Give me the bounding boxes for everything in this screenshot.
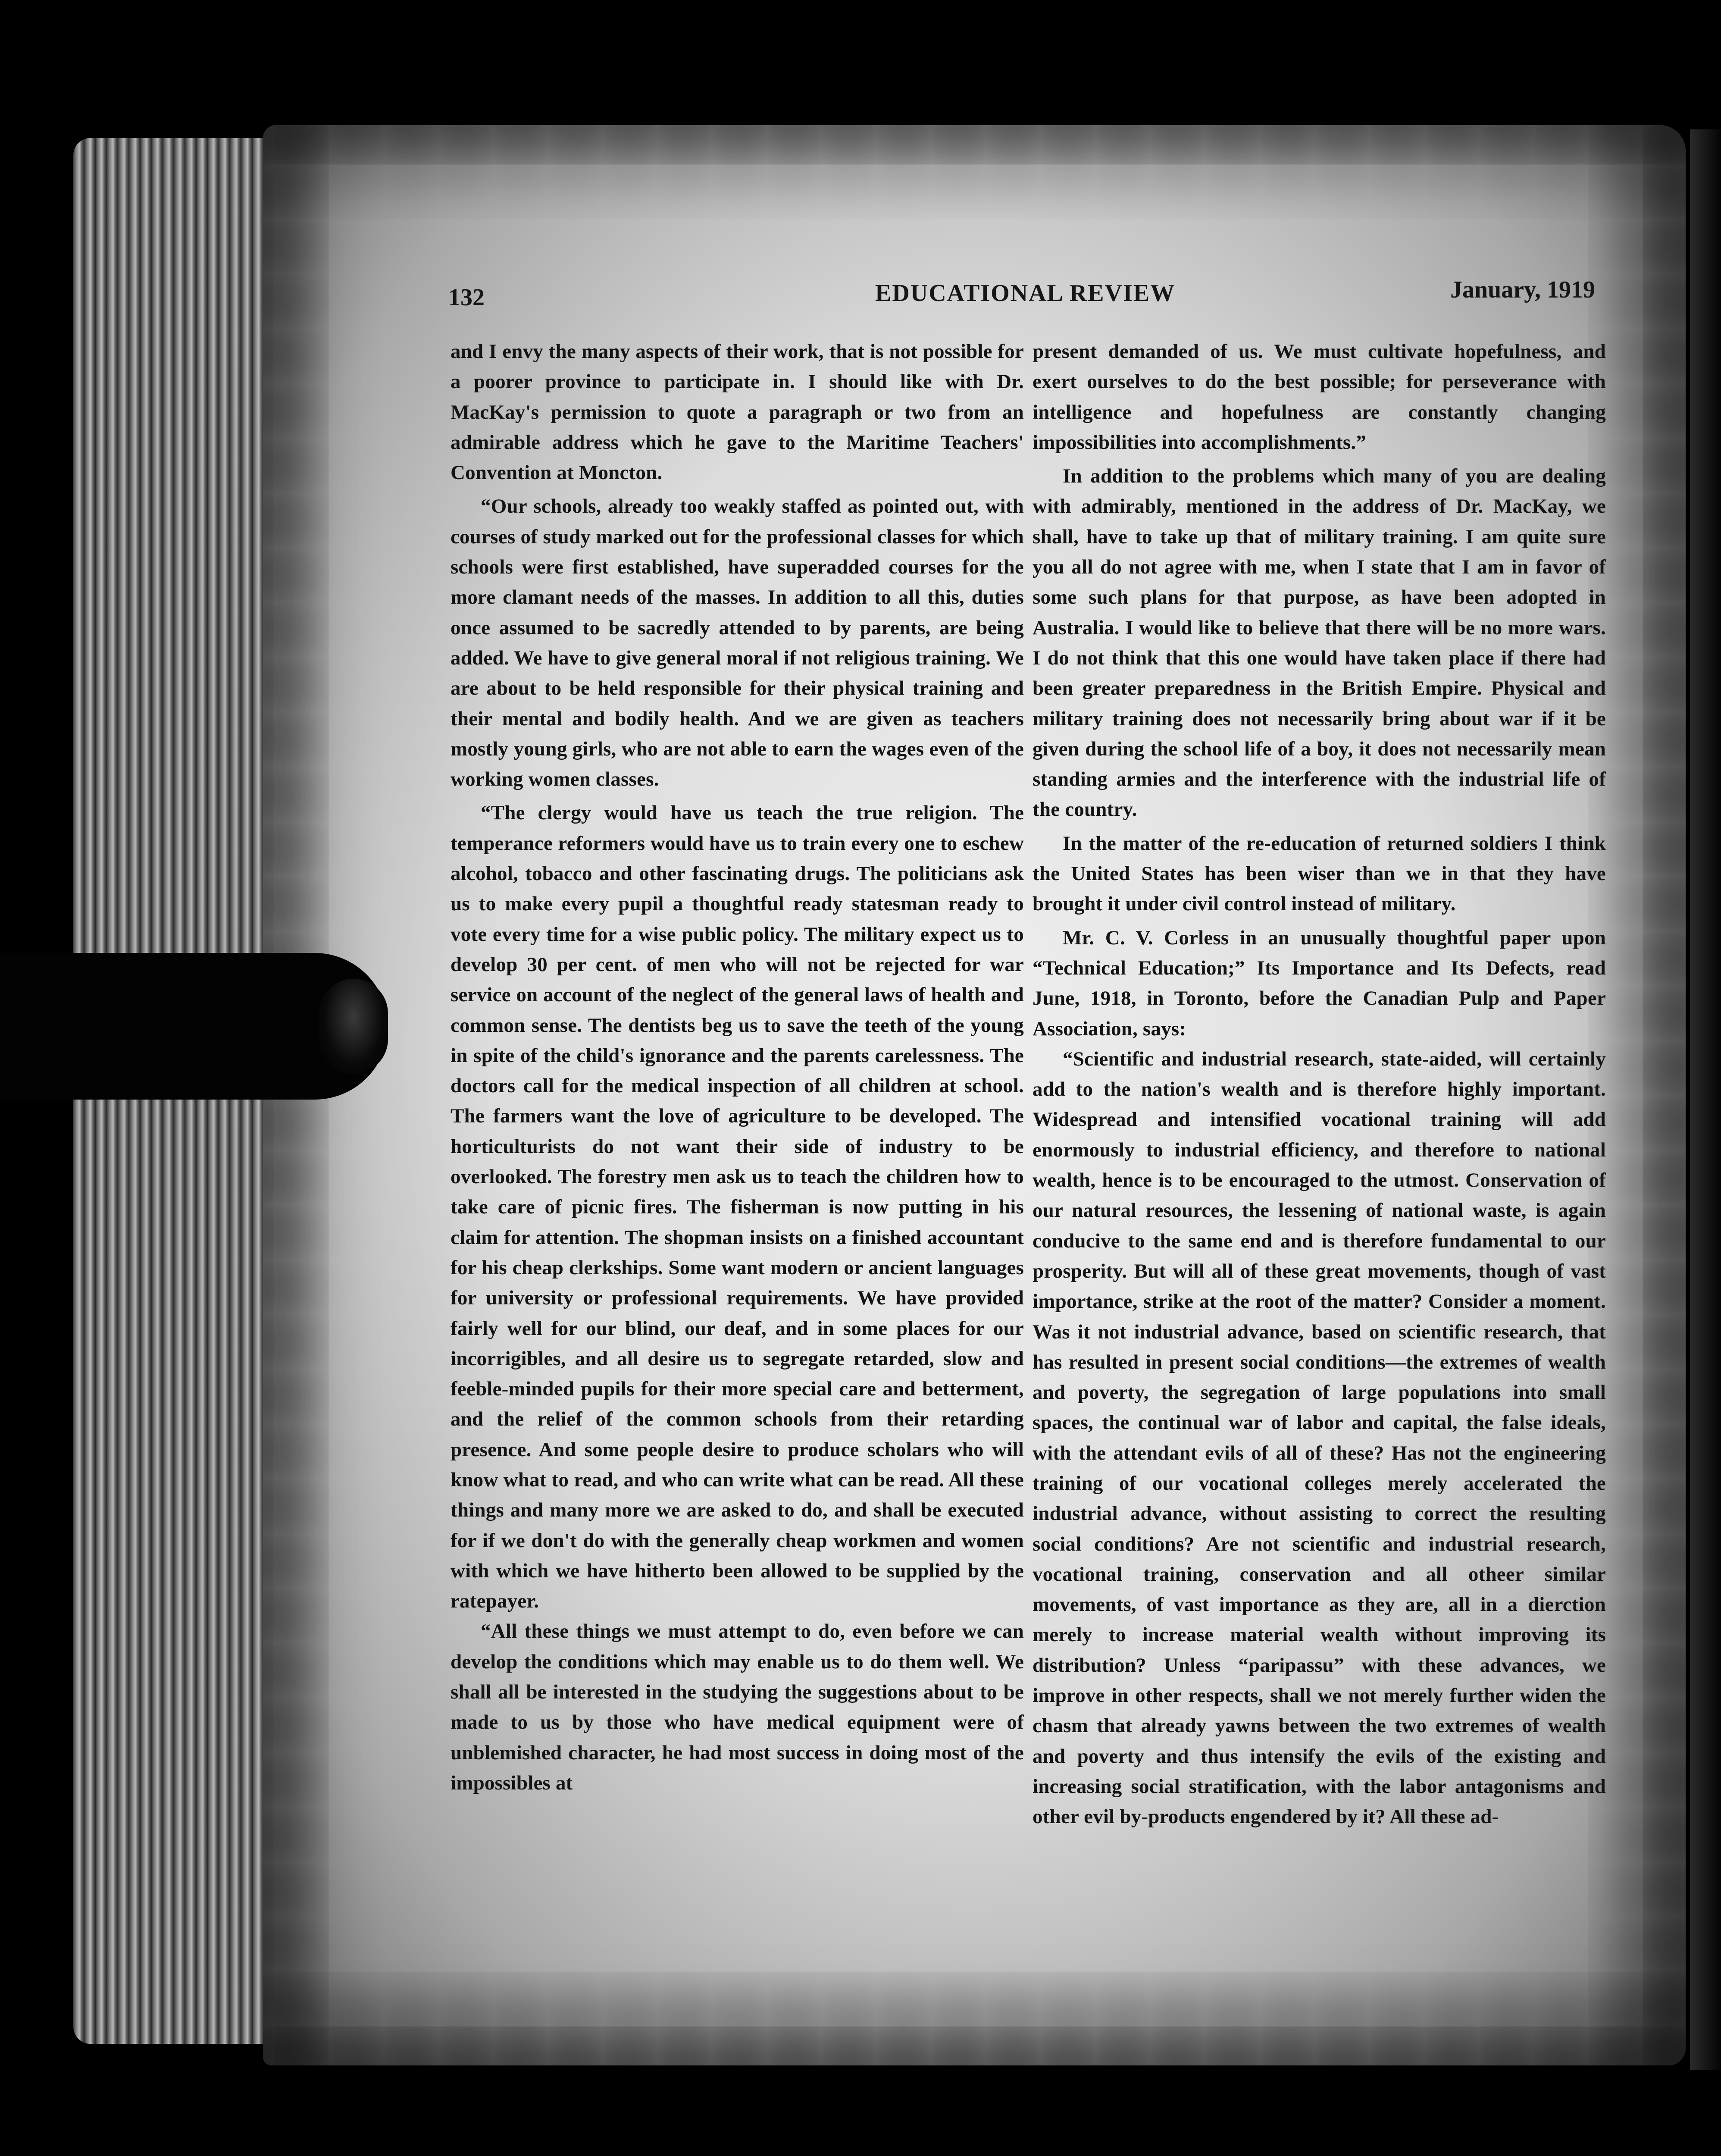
quoted-paragraph: “All these things we must attempt to do, even before we can develop the conditions which may enable us to do them well. We shall all be interested in the studying the suggestions about to be made to us by those who have medical equipment were of unblemished character, he had most success in doing most of the impossibles at	[451, 1616, 1024, 1798]
paragraph: In addition to the problems which many of you are dealing with admirably, mentioned in the address of Dr. MacKay, we shall, have to take up that of military training. I am quite sure you all do not agree with me, when I state that I am in favor of some such plans for that purpose, as have been adopted in Australia. I would like to believe that there will be no more wars. I do not think that this one would have taken place if there had been greater preparedness in the British Empire. Physical and military training does not necessarily bring about war if it be given during the school life of a boy, it does not necessarily mean standing armies and the interference with the industrial life of the country.	[1033, 461, 1606, 825]
page-number: 132	[448, 284, 485, 311]
issue-date: January, 1919	[1450, 276, 1595, 304]
paragraph: In the matter of the re-education of returned soldiers I think the United States has been wiser than we in that they have brought it under civil control instead of military.	[1033, 828, 1606, 919]
paragraph: and I envy the many aspects of their work, that is not possible for a poorer province to participate in. I should like with Dr. MacKay's permission to quote a paragraph or two from an admirable address which he gave to the Maritime Teachers' Convention at Moncton.	[451, 336, 1024, 488]
journal-title: EDUCATIONAL REVIEW	[875, 279, 1175, 307]
quoted-paragraph: “Scientific and industrial research, state-aided, will certainly add to the nation's wealth and is therefore highly important. Widespread and intensified vocational training will add enormously to industrial efficiency, and therefore to national wealth, hence is to be encouraged to the utmost. Conservation of our natural resources, the lessening of national waste, is again conducive to the same end and is therefore fundamental to our prosperity. But will all of these great movements, though of vast importance, strike at the root of the matter? Consider a moment. Was it not industrial advance, based on scientific research, that has resulted in present social conditions—the extremes of wealth and poverty, the segregation of large populations into small spaces, the continual war of labor and capital, the false ideals, with the attendant evils of all of these? Has not the engineering training of our vocational colleges merely accelerated the industrial advance, without assisting to correct the resulting social conditions? Are not scientific and industrial research, vocational training, conservation and all otheer similar movements, of vast importance as they are, all in a dierction merely to increase material wealth without improving its distribution? Unless “paripassu” with these advances, we improve in other respects, shall we not merely further widen the chasm that already yawns between the two extremes of wealth and poverty and thus intensify the evils of the existing and increasing social stratification, with the labor antagonisms and other evil by-products engendered by it? All these ad-	[1033, 1044, 1606, 1832]
quoted-paragraph: “Our schools, already too weakly staffed as pointed out, with courses of study marked out for the professional classes for which schools were first established, have superadded courses for the more clamant needs of the masses. In addition to all this, duties once assumed to be sacredly attended to by parents, are being added. We have to give general moral if not religious training. We are about to be held responsible for their physical training and their mental and bodily health. And we are given as teachers mostly young girls, who are not able to earn the wages even of the working women classes.	[451, 491, 1024, 794]
paragraph: Mr. C. V. Corless in an unusually thoughtful paper upon “Technical Education;” Its Importance and Its Defects, read June, 1918, in Toronto, before the Canadian Pulp and Paper Association, says:	[1033, 923, 1606, 1044]
paragraph: present demanded of us. We must cultivate hopefulness, and exert ourselves to do the best possible; for perseverance with intelligence and hopefulness are constantly changing impossibilities into accomplishments.”	[1033, 336, 1606, 458]
quoted-paragraph: “The clergy would have us teach the true religion. The temperance reformers would have us to train every one to eschew alcohol, tobacco and other fascinating drugs. The politicians ask us to make every pupil a thoughtful ready statesman ready to vote every time for a wise public policy. The military expect us to develop 30 per cent. of men who will not be rejected for war service on account of the neglect of the general laws of health and common sense. The dentists beg us to save the teeth of the young in spite of the child's ignorance and the parents carelessness. The doctors call for the medical inspection of all children at school. The farmers want the love of agriculture to be developed. The horticulturists do not want their side of industry to be overlooked. The forestry men ask us to teach the children how to take care of picnic fires. The fisherman is now putting in his claim for attention. The shopman insists on a finished accountant for his cheap clerkships. Some want modern or ancient languages for university or professional requirements. We have provided fairly well for our blind, our deaf, and in some places for our incorrigibles, and all desire us to segregate retarded, slow and feeble-minded pupils for their more special care and betterment, and the relief of the common schools from their retarding presence. And some people desire to produce scholars who will know what to read, and who can write what can be read. All these things and many more we are asked to do, and shall be executed for if we don't do with the generally cheap workmen and women with which we have hitherto been allowed to be supplied by the ratepayer.	[451, 798, 1024, 1616]
